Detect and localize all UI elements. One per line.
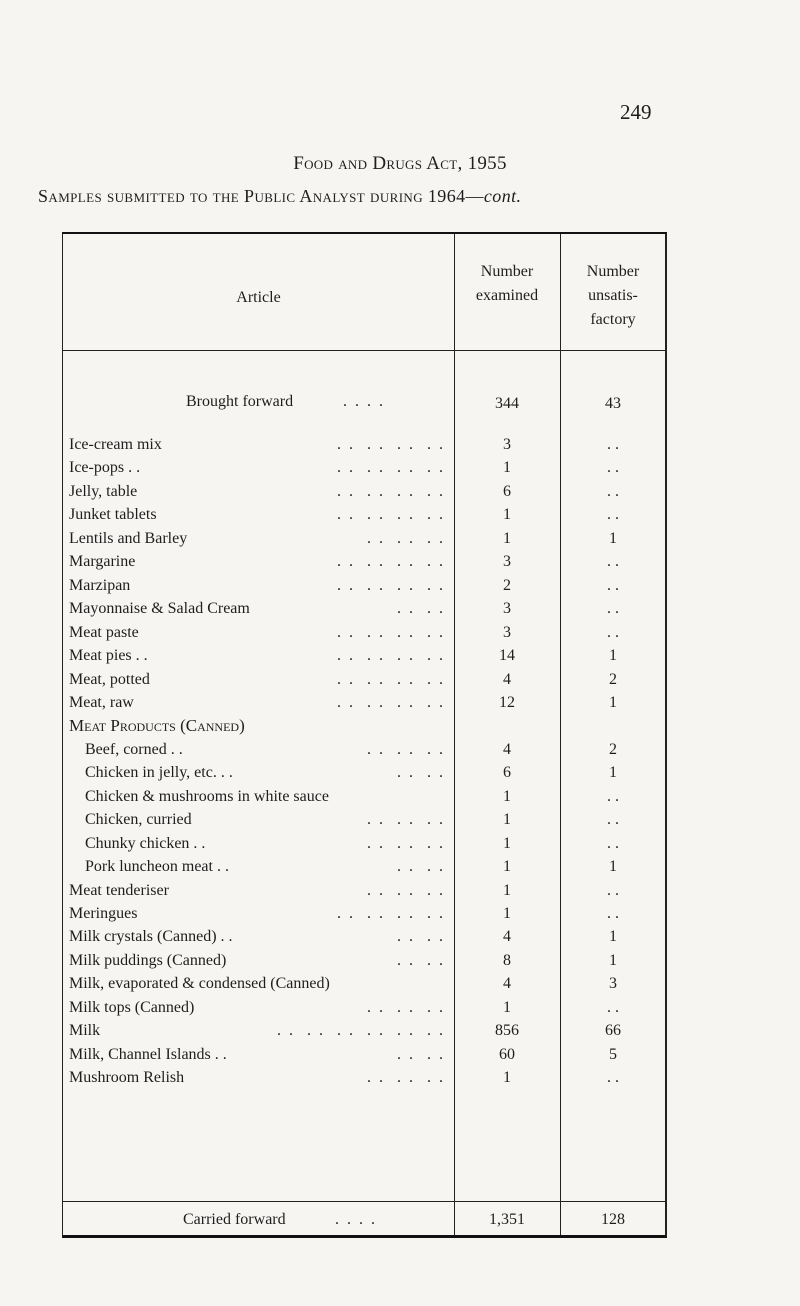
unsatisfactory-count: 1 [609, 858, 617, 875]
unsatisfactory-count: . . [607, 459, 619, 476]
dot-leader: . . . . . . . . [337, 694, 445, 711]
examined-count: 3 [503, 436, 511, 453]
examined-count: 4 [503, 741, 511, 758]
examined-count: 12 [499, 694, 515, 711]
dot-leader: . . . . . . [367, 835, 445, 852]
article-name: Marzipan [69, 577, 131, 594]
dot-leader: . . . . [397, 1046, 445, 1063]
header-examined-line-2: examined [475, 287, 539, 304]
examined-count: 1 [503, 459, 511, 476]
article-name: Meat paste [69, 624, 139, 641]
header-article [63, 286, 454, 310]
unsatisfactory-count: . . [607, 483, 619, 500]
dot-leader: . . . . . . . . [337, 905, 445, 922]
unsatisfactory-count: 1 [609, 952, 617, 969]
unsatisfactory-count: . . [607, 788, 619, 805]
examined-count: 1 [503, 1069, 511, 1086]
unsatisfactory-count: 1 [609, 764, 617, 781]
page-number: 249 [620, 100, 652, 124]
dot-leader: . . . . [397, 764, 445, 781]
dot-leader: . . . . . . . . [337, 436, 445, 453]
examined-count: 1 [503, 858, 511, 875]
brought-forward-examined: 344 [495, 395, 519, 412]
unsatisfactory-count: 1 [609, 647, 617, 664]
dot-leader: . . . . [397, 600, 445, 617]
article-name: Lentils and Barley [69, 530, 188, 547]
subtitle-text: Samples submitted to the Public Analyst during 1964— [38, 186, 484, 206]
article-name: Chunky chicken . . [85, 835, 206, 852]
dot-leader: . . . . . . . . [337, 553, 445, 570]
total-divider [63, 1201, 665, 1202]
unsatisfactory-count: 1 [609, 530, 617, 547]
unsatisfactory-count: . . [607, 1069, 619, 1086]
examined-count: 2 [503, 577, 511, 594]
examined-count: 1 [503, 506, 511, 523]
dot-leader: . . . . . . [367, 741, 445, 758]
article-name: Meat, potted [69, 671, 150, 688]
article-name: Milk tops (Canned) [69, 999, 195, 1016]
article-name: Meat, raw [69, 694, 134, 711]
dot-leader: . . . . [397, 952, 445, 969]
article-name: Milk [69, 1022, 101, 1039]
samples-table [62, 232, 667, 1238]
dot-leader: . . . . . . [367, 999, 445, 1016]
examined-count: 856 [495, 1022, 519, 1039]
dot-leader: . . . . . . . . [337, 577, 445, 594]
dot-leader: . . . . . . [367, 1069, 445, 1086]
examined-count: 4 [503, 928, 511, 945]
article-name: Junket tablets [69, 506, 157, 523]
header-unsatisfactory-line-2: unsatis- [588, 287, 638, 304]
unsatisfactory-count: . . [607, 811, 619, 828]
article-name: Pork luncheon meat . . [85, 858, 229, 875]
examined-count: 4 [503, 671, 511, 688]
examined-count: 1 [503, 999, 511, 1016]
unsatisfactory-count: . . [607, 436, 619, 453]
article-name: Chicken in jelly, etc. . . [85, 764, 233, 781]
examined-count: 60 [499, 1046, 515, 1063]
unsatisfactory-count: 2 [609, 671, 617, 688]
dot-leader: . . . . [397, 928, 445, 945]
article-name: Chicken & mushrooms in white sauce [85, 788, 329, 805]
header-unsatisfactory-line-3: factory [590, 311, 636, 328]
unsatisfactory-count: . . [607, 506, 619, 523]
unsatisfactory-count: . . [607, 999, 619, 1016]
unsatisfactory-count: . . [607, 882, 619, 899]
article-name: Milk puddings (Canned) [69, 952, 227, 969]
examined-count: 3 [503, 624, 511, 641]
unsatisfactory-count: . . [607, 600, 619, 617]
header-article-label: Article [236, 289, 281, 306]
unsatisfactory-count: . . [607, 905, 619, 922]
dot-leader: . . . . . . . . [337, 671, 445, 688]
examined-count: 4 [503, 975, 511, 992]
dot-leader: . . . . [397, 858, 445, 875]
page-title: Food and Drugs Act, 1955 [293, 153, 507, 174]
carried-forward-leader: . . . . [335, 1211, 377, 1228]
article-name: Meat pies . . [69, 647, 148, 664]
article-name: Chicken, curried [85, 811, 192, 828]
examined-count: 1 [503, 835, 511, 852]
article-name: Milk crystals (Canned) . . [69, 928, 233, 945]
article-name: Milk, evaporated & condensed (Canned) [69, 975, 330, 992]
examined-count: 1 [503, 905, 511, 922]
brought-forward-unsatisfactory: 43 [605, 395, 621, 412]
carried-forward-label: Carried forward [183, 1211, 286, 1228]
unsatisfactory-count: 3 [609, 975, 617, 992]
header-unsatisfactory-line-1: Number [586, 263, 640, 280]
article-name: Beef, corned . . [85, 741, 183, 758]
examined-count: 3 [503, 600, 511, 617]
dot-leader: . . . . . . . . [337, 506, 445, 523]
article-name: Ice-pops . . [69, 459, 141, 476]
examined-count: 6 [503, 764, 511, 781]
unsatisfactory-count: . . [607, 577, 619, 594]
header-unsatisfactory [560, 260, 666, 332]
dot-leader: . . . . . . [367, 882, 445, 899]
article-name: Jelly, table [69, 483, 138, 500]
examined-count: 3 [503, 553, 511, 570]
unsatisfactory-count: . . [607, 553, 619, 570]
dot-leader: . . . . . . . . [337, 483, 445, 500]
dot-leader: . . . . . . . . [337, 647, 445, 664]
header-examined [454, 260, 560, 308]
examined-count: 1 [503, 811, 511, 828]
examined-count: 1 [503, 530, 511, 547]
brought-forward-label: Brought forward [186, 393, 294, 410]
unsatisfactory-count: 1 [609, 928, 617, 945]
article-name: Ice-cream mix [69, 436, 162, 453]
carried-forward-examined: 1,351 [489, 1211, 525, 1228]
unsatisfactory-count: 1 [609, 694, 617, 711]
subtitle-cont: cont. [483, 186, 522, 206]
examined-count: 6 [503, 483, 511, 500]
unsatisfactory-count: . . [607, 835, 619, 852]
section-heading: Meat Products (Canned) [69, 716, 245, 735]
unsatisfactory-count: 5 [609, 1046, 617, 1063]
dot-leader: . . . . . . [367, 811, 445, 828]
article-name: Margarine [69, 553, 136, 570]
article-name: Meat tenderiser [69, 882, 169, 899]
article-name: Milk, Channel Islands . . [69, 1046, 227, 1063]
examined-count: 1 [503, 788, 511, 805]
unsatisfactory-count: 66 [605, 1022, 621, 1039]
page-subtitle [38, 186, 521, 207]
article-name: Mushroom Relish [69, 1069, 185, 1086]
header-examined-line-1: Number [480, 263, 534, 280]
article-name: Mayonnaise & Salad Cream [69, 600, 250, 617]
dot-leader: . . . . . . . . . . . . [277, 1022, 445, 1039]
unsatisfactory-count: 2 [609, 741, 617, 758]
examined-count: 14 [499, 647, 515, 664]
article-name: Meringues [69, 905, 138, 922]
unsatisfactory-count: . . [607, 624, 619, 641]
dot-leader: . . . . . . . . [337, 459, 445, 476]
carried-forward-unsatisfactory: 128 [601, 1211, 625, 1228]
brought-forward-leader: . . . . [343, 393, 385, 410]
dot-leader: . . . . . . [367, 530, 445, 547]
examined-count: 1 [503, 882, 511, 899]
header-divider [63, 350, 665, 351]
examined-count: 8 [503, 952, 511, 969]
dot-leader: . . . . . . . . [337, 624, 445, 641]
